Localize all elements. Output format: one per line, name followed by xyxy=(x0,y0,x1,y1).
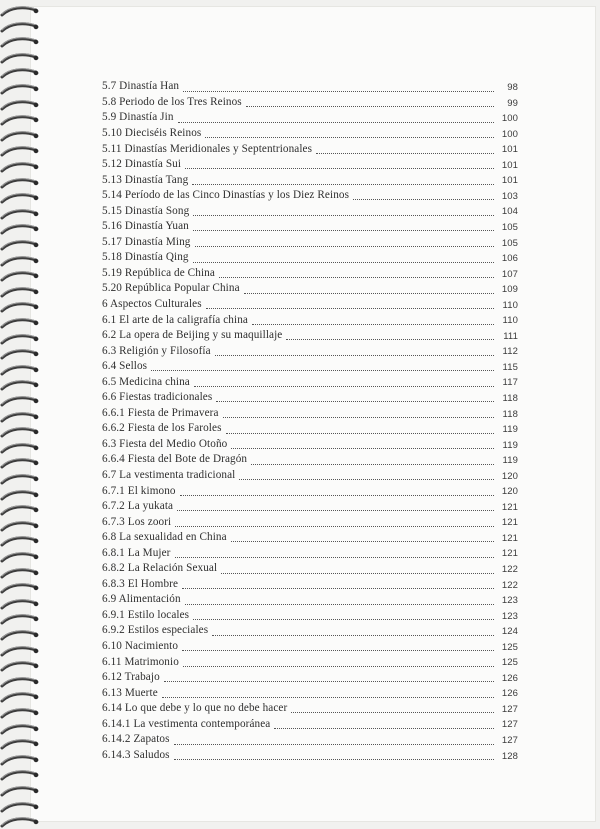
toc-entry-page-number: 121 xyxy=(501,532,518,544)
toc-entry-title: 5.15 Dinastía Song xyxy=(102,204,190,217)
spiral-coil xyxy=(0,144,40,158)
dot-leader xyxy=(239,478,494,480)
spiral-coil xyxy=(0,737,40,751)
spiral-coil xyxy=(0,300,40,314)
spiral-coil xyxy=(0,285,40,299)
toc-entry-title: 6.8 La sexualidad en China xyxy=(102,531,227,544)
toc-entry-title: 6.7.2 La yukata xyxy=(102,500,174,513)
toc-entry-page-number: 101 xyxy=(501,144,518,156)
spiral-coil xyxy=(0,628,40,642)
toc-entry-page-number: 126 xyxy=(501,672,518,684)
dot-leader xyxy=(206,307,494,309)
toc-entry xyxy=(102,668,518,684)
toc-entry-title: 6.7.1 El kimono xyxy=(102,484,176,497)
spiral-coil xyxy=(0,675,40,689)
toc-entry-page-number: 124 xyxy=(501,626,518,638)
toc-entry-title: 5.9 Dinastía Jin xyxy=(102,111,174,124)
toc-entry-page-number: 98 xyxy=(507,82,518,94)
toc-entry xyxy=(102,699,518,715)
dot-leader xyxy=(162,696,494,698)
toc-entry-title: 6.14.2 Zapatos xyxy=(102,733,170,746)
toc-entry-page-number: 122 xyxy=(501,579,518,591)
toc-entry-title: 5.18 Dinastía Qing xyxy=(102,251,189,264)
toc-entry-page-number: 118 xyxy=(502,392,518,404)
toc-entry xyxy=(102,170,518,186)
toc-entry-title: 6.1 El arte de la caligrafía china xyxy=(102,313,248,326)
dot-leader xyxy=(205,136,494,138)
toc-entry xyxy=(102,714,518,730)
toc-entry xyxy=(102,637,518,653)
spiral-coil xyxy=(0,363,40,377)
spiral-coil xyxy=(0,394,40,408)
toc-entry xyxy=(102,543,518,559)
spiral-coil xyxy=(0,706,40,720)
toc-entry-title: 6.2 La opera de Beijing y su maquillaje xyxy=(102,329,283,342)
spiral-coil xyxy=(0,238,40,252)
toc-entry xyxy=(102,621,518,637)
dot-leader xyxy=(231,447,494,449)
spiral-coil xyxy=(0,378,40,392)
toc-entry xyxy=(102,77,518,93)
toc-entry-title: 5.10 Dieciséis Reinos xyxy=(102,126,202,139)
toc-entry-page-number: 118 xyxy=(502,408,518,420)
toc-entry-page-number: 126 xyxy=(501,688,518,700)
spiral-coil xyxy=(0,347,40,361)
toc-entry-page-number: 105 xyxy=(501,221,518,233)
spiral-coil xyxy=(0,768,40,782)
spiral-coil xyxy=(0,222,40,236)
dot-leader xyxy=(178,121,494,123)
toc-entry-page-number: 109 xyxy=(501,284,518,296)
spiral-coil xyxy=(0,191,40,205)
toc-entry-title: 6.9.1 Estilo locales xyxy=(102,608,190,621)
spiral-coil xyxy=(0,66,40,80)
toc-entry xyxy=(102,217,518,233)
toc-entry-title: 6.13 Muerte xyxy=(102,686,158,699)
toc-entry xyxy=(102,590,518,606)
toc-entry-title: 6.7.3 Los zoori xyxy=(102,515,172,528)
toc-entry-page-number: 101 xyxy=(501,175,518,187)
toc-entry-title: 5.20 República Popular China xyxy=(102,282,240,295)
toc-entry xyxy=(102,403,518,419)
toc-entry xyxy=(102,746,518,762)
toc-entry xyxy=(102,388,518,404)
dot-leader xyxy=(193,261,494,263)
dot-leader xyxy=(195,245,495,247)
dot-leader xyxy=(175,556,494,558)
toc-entry-title: 5.19 República de China xyxy=(102,266,215,279)
toc-entry xyxy=(102,730,518,746)
dot-leader xyxy=(182,587,494,589)
spiral-coil xyxy=(0,722,40,736)
toc-entry xyxy=(102,559,518,575)
spiral-coil xyxy=(0,644,40,658)
dot-leader xyxy=(246,105,494,107)
toc-entry xyxy=(102,232,518,248)
spiral-coil xyxy=(0,269,40,283)
spiral-binding xyxy=(0,0,44,825)
spiral-coil xyxy=(0,441,40,455)
toc-entry-page-number: 121 xyxy=(501,501,518,513)
toc-entry-page-number: 125 xyxy=(501,641,518,653)
toc-entry-page-number: 106 xyxy=(501,253,518,265)
toc-entry-title: 6.14.1 La vestimenta contemporánea xyxy=(102,717,271,730)
dot-leader xyxy=(286,338,494,340)
dot-leader xyxy=(151,369,494,371)
toc-entry xyxy=(102,264,518,280)
toc-entry xyxy=(102,341,518,357)
dot-leader xyxy=(215,354,494,356)
toc-entry xyxy=(102,372,518,388)
toc-entry-page-number: 128 xyxy=(501,750,518,762)
toc-entry-page-number: 104 xyxy=(501,206,518,218)
spiral-coil xyxy=(0,581,40,595)
toc-entry xyxy=(102,155,518,171)
spiral-coil xyxy=(0,534,40,548)
spiral-coil xyxy=(0,20,40,34)
spiral-coil xyxy=(0,4,40,18)
spiral-coil xyxy=(0,566,40,580)
toc-entry-page-number: 121 xyxy=(501,548,518,560)
toc-entry-title: 5.12 Dinastía Sui xyxy=(102,158,182,171)
spiral-coil xyxy=(0,612,40,626)
toc-entry-title: 6.4 Sellos xyxy=(102,360,148,373)
toc-entry-title: 5.8 Periodo de los Tres Reinos xyxy=(102,95,242,108)
spiral-coil xyxy=(0,456,40,470)
dot-leader xyxy=(180,494,494,496)
toc-entry-title: 6.6.1 Fiesta de Primavera xyxy=(102,406,219,419)
toc-entry-title: 6.8.2 La Relación Sexual xyxy=(102,562,218,575)
toc-entry-page-number: 119 xyxy=(502,455,518,467)
toc-entry xyxy=(102,326,518,342)
spiral-coil xyxy=(0,597,40,611)
toc-entry xyxy=(102,512,518,528)
toc-entry-title: 6.5 Medicina china xyxy=(102,375,190,388)
spiral-coil xyxy=(0,35,40,49)
dot-leader xyxy=(212,634,494,636)
toc-entry xyxy=(102,295,518,311)
toc-entry-page-number: 100 xyxy=(501,128,518,140)
dot-leader xyxy=(291,711,494,713)
toc-entry-page-number: 123 xyxy=(501,610,518,622)
toc-entry-title: 5.11 Dinastías Meridionales y Septentrionales xyxy=(102,142,313,155)
toc-entry-title: 6.9 Alimentación xyxy=(102,593,181,606)
toc-entry-page-number: 101 xyxy=(501,159,518,171)
spiral-coil xyxy=(0,51,40,65)
toc-entry xyxy=(102,575,518,591)
toc-entry-title: 6.8.3 El Hombre xyxy=(102,577,179,590)
dot-leader xyxy=(183,90,494,92)
toc-entry xyxy=(102,108,518,124)
spiral-coil xyxy=(0,316,40,330)
toc-entry-page-number: 110 xyxy=(502,315,518,327)
toc-entry xyxy=(102,683,518,699)
spiral-coil xyxy=(0,784,40,798)
spiral-coil xyxy=(0,800,40,814)
toc-entry-page-number: 125 xyxy=(501,657,518,669)
toc-entry-title: 6 Aspectos Culturales xyxy=(102,298,202,310)
dot-leader xyxy=(274,727,494,729)
spiral-coil xyxy=(0,815,40,829)
toc-entry-page-number: 99 xyxy=(507,97,518,109)
dot-leader xyxy=(353,198,494,200)
toc-entry-title: 6.9.2 Estilos especiales xyxy=(102,624,209,637)
spiral-coil xyxy=(0,332,40,346)
dot-leader xyxy=(226,432,494,434)
dot-leader xyxy=(221,572,494,574)
toc-entry xyxy=(102,606,518,622)
toc-entry xyxy=(102,497,518,513)
dot-leader xyxy=(219,276,494,278)
dot-leader xyxy=(193,618,494,620)
dot-leader xyxy=(174,758,494,760)
spiral-coil xyxy=(0,488,40,502)
toc-entry xyxy=(102,466,518,482)
toc-entry-title: 5.13 Dinastía Tang xyxy=(102,173,189,186)
toc-entry-title: 6.7 La vestimenta tradicional xyxy=(102,469,236,482)
spiral-coil xyxy=(0,207,40,221)
toc-entry-page-number: 127 xyxy=(501,703,518,715)
toc-entry xyxy=(102,652,518,668)
toc-entry-title: 6.6.4 Fiesta del Bote de Dragón xyxy=(102,453,248,466)
dot-leader xyxy=(223,416,494,418)
toc-entry-page-number: 112 xyxy=(502,346,518,358)
dot-leader xyxy=(174,743,494,745)
toc-entry-page-number: 117 xyxy=(502,377,518,389)
toc-entry-page-number: 119 xyxy=(502,424,518,436)
toc-entry xyxy=(102,279,518,295)
toc-entry-title: 6.6 Fiestas tradicionales xyxy=(102,391,213,404)
spiral-coil xyxy=(0,98,40,112)
toc-entry-page-number: 127 xyxy=(501,719,518,731)
toc-entry xyxy=(102,186,518,202)
toc-entry xyxy=(102,481,518,497)
toc-entry-title: 6.11 Matrimonio xyxy=(102,655,179,668)
toc-entry xyxy=(102,310,518,326)
toc-entry-page-number: 111 xyxy=(503,330,518,342)
toc-entry xyxy=(102,248,518,264)
toc-entry-page-number: 107 xyxy=(501,268,518,280)
dot-leader xyxy=(185,167,494,169)
toc-entry xyxy=(102,528,518,544)
spiral-coil xyxy=(0,472,40,486)
toc-entry-title: 6.3 Religión y Filosofía xyxy=(102,344,211,357)
toc-entry-title: 5.14 Período de las Cinco Dinastías y los Diez Reinos xyxy=(102,189,350,202)
toc-entry-page-number: 100 xyxy=(501,113,518,125)
toc-entry-page-number: 120 xyxy=(501,486,518,498)
dot-leader xyxy=(316,152,494,154)
spiral-coil xyxy=(0,160,40,174)
toc-entry-page-number: 105 xyxy=(501,237,518,249)
toc-entry-title: 6.14.3 Saludos xyxy=(102,748,170,761)
spiral-coil xyxy=(0,425,40,439)
toc-entry-title: 6.14 Lo que debe y lo que no debe hacer xyxy=(102,702,288,715)
spiral-coil xyxy=(0,550,40,564)
dot-leader xyxy=(231,540,494,542)
table-of-contents xyxy=(102,77,518,761)
toc-entry-page-number: 122 xyxy=(501,564,518,575)
spiral-coil xyxy=(0,129,40,143)
toc-entry-title: 6.10 Nacimiento xyxy=(102,640,179,653)
toc-entry-page-number: 127 xyxy=(501,735,518,747)
toc-entry-title: 6.12 Trabajo xyxy=(102,671,160,684)
dot-leader xyxy=(185,603,494,605)
dot-leader xyxy=(216,400,494,402)
dot-leader xyxy=(164,680,494,682)
spiral-coil xyxy=(0,113,40,127)
toc-entry xyxy=(102,435,518,451)
spiral-coil xyxy=(0,410,40,424)
spiral-coil xyxy=(0,519,40,533)
dot-leader xyxy=(175,525,494,527)
toc-entry xyxy=(102,93,518,109)
spiral-coil xyxy=(0,82,40,96)
spiral-coil xyxy=(0,659,40,673)
dot-leader xyxy=(194,385,494,387)
toc-entry-page-number: 110 xyxy=(502,299,518,311)
dot-leader xyxy=(244,292,494,294)
toc-entry-page-number: 121 xyxy=(501,517,518,529)
toc-entry xyxy=(102,201,518,217)
spiral-coil xyxy=(0,753,40,767)
toc-entry xyxy=(102,357,518,373)
spiral-coil xyxy=(0,503,40,517)
toc-entry-page-number: 103 xyxy=(501,190,518,202)
toc-entry xyxy=(102,139,518,155)
toc-entry xyxy=(102,450,518,466)
toc-entry-page-number: 119 xyxy=(502,439,518,451)
toc-entry-page-number: 115 xyxy=(502,361,518,373)
toc-entry xyxy=(102,419,518,435)
spiral-coil xyxy=(0,176,40,190)
dot-leader xyxy=(252,323,494,325)
toc-entry-title: 5.16 Dinastía Yuan xyxy=(102,220,189,233)
dot-leader xyxy=(251,463,494,465)
dot-leader xyxy=(182,649,494,651)
toc-entry-title: 5.7 Dinastía Han xyxy=(102,80,180,93)
toc-entry-title: 6.6.2 Fiesta de los Faroles xyxy=(102,422,222,435)
dot-leader xyxy=(192,183,494,185)
dot-leader xyxy=(177,509,494,511)
dot-leader xyxy=(193,214,494,216)
spiral-coil xyxy=(0,690,40,704)
toc-entry-page-number: 123 xyxy=(501,595,518,607)
toc-entry-page-number: 120 xyxy=(501,470,518,482)
toc-entry-title: 6.3 Fiesta del Medio Otoño xyxy=(102,437,228,450)
toc-entry xyxy=(102,124,518,140)
toc-entry-title: 6.8.1 La Mujer xyxy=(102,546,171,559)
dot-leader xyxy=(193,229,494,231)
dot-leader xyxy=(183,665,494,667)
toc-entry-title: 5.17 Dinastía Ming xyxy=(102,235,191,248)
spiral-coil xyxy=(0,254,40,268)
